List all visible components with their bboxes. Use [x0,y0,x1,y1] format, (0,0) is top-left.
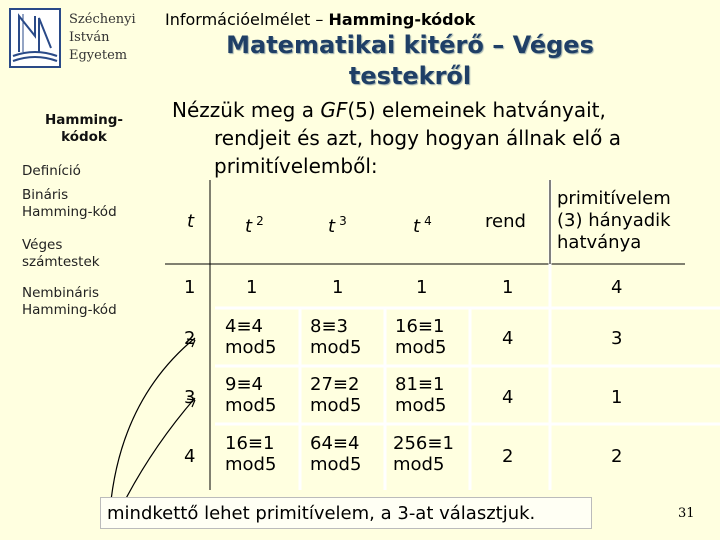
header-t2-label: t [245,216,253,237]
sidebar-item-veges-szamtestek[interactable]: Véges számtestek [22,237,100,270]
slide-title: Matematikai kitérő – Véges testekről [226,31,594,90]
row2-t4-value: 16≡1 [395,316,445,337]
intro-line-2: rendjeit és azt, hogy hogyan állnak elő a [214,126,621,150]
row4-t4-mod: mod5 [393,454,445,475]
row2-power: 3 [611,328,623,349]
row4-t2-value: 16≡1 [225,433,275,454]
row1-t4: 1 [416,277,428,298]
row4-t: 4 [184,446,196,467]
row3-t4-mod: mod5 [395,395,447,416]
row3-t2 [225,374,276,416]
header-t4 [413,211,432,237]
university-line-1: Széchenyi [69,12,136,27]
row2-t3-mod: mod5 [310,337,362,358]
course-topic: Hamming-kódok [328,10,476,29]
gf-symbol: GF [320,98,348,122]
header-t4-label: t [413,216,421,237]
row4-t3 [310,433,361,475]
row4-t4 [393,433,454,475]
header-t3-exp: 3 [339,214,347,228]
row2-t2-mod: mod5 [225,337,277,358]
header-t4-exp: 4 [424,214,432,228]
row3-t3-value: 27≡2 [310,374,360,395]
row2-t3-value: 8≡3 [310,316,348,337]
row1-t: 1 [184,277,196,298]
header-t2 [245,211,264,237]
header-primitive-power: primitívelem (3) hányadik hatványa [557,188,671,253]
header-t3-label: t [328,216,336,237]
row1-t3: 1 [332,277,344,298]
sidebar-item-hamming-kodok[interactable]: Hamming-kódok [44,112,124,145]
row3-power: 1 [611,387,623,408]
row4-rend: 2 [502,446,514,467]
row4-power: 2 [611,446,623,467]
row1-rend: 1 [502,277,514,298]
row3-t2-value: 9≡4 [225,374,263,395]
row2-t2 [225,316,276,358]
row4-t3-value: 64≡4 [310,433,360,454]
row4-t2 [225,433,276,475]
conclusion-note: mindkettő lehet primitívelem, a 3-at választjuk. [100,497,592,529]
sidebar-item-nembinaris-hamming-kod[interactable]: Nembináris Hamming-kód [22,285,117,318]
header-t [187,211,194,232]
row4-t4-value: 256≡1 [393,433,454,454]
sidebar-item-definicio[interactable]: Definíció [22,163,81,179]
header-t3 [328,211,347,237]
sidebar-item-binaris-hamming-kod[interactable]: Bináris Hamming-kód [22,187,117,220]
header-t-label: t [187,211,195,232]
intro-line-1-end: (5) elemeinek hatványait, [347,98,606,122]
row1-power: 4 [611,277,623,298]
row2-t4 [395,316,446,358]
row3-t4 [395,374,446,416]
header-t2-exp: 2 [256,214,264,228]
row3-t3 [310,374,361,416]
row2-t4-mod: mod5 [395,337,447,358]
row2-t3 [310,316,361,358]
university-line-3: Egyetem [69,48,128,63]
intro-line-3: primitívelemből: [214,154,378,178]
course-prefix: Információelmélet – [165,10,329,29]
row3-t4-value: 81≡1 [395,374,445,395]
page-number: 31 [678,506,695,521]
row2-t2-value: 4≡4 [225,316,263,337]
row3-t2-mod: mod5 [225,395,277,416]
row2-t: 2 [184,328,196,349]
row3-t3-mod: mod5 [310,395,362,416]
row3-rend: 4 [502,387,514,408]
row3-t: 3 [184,387,196,408]
row2-rend: 4 [502,328,514,349]
row4-t3-mod: mod5 [310,454,362,475]
row4-t2-mod: mod5 [225,454,277,475]
university-line-2: István [69,30,110,45]
header-rend: rend [485,211,526,232]
intro-line-1-start: Nézzük meg a [172,98,321,122]
row1-t2: 1 [246,277,258,298]
